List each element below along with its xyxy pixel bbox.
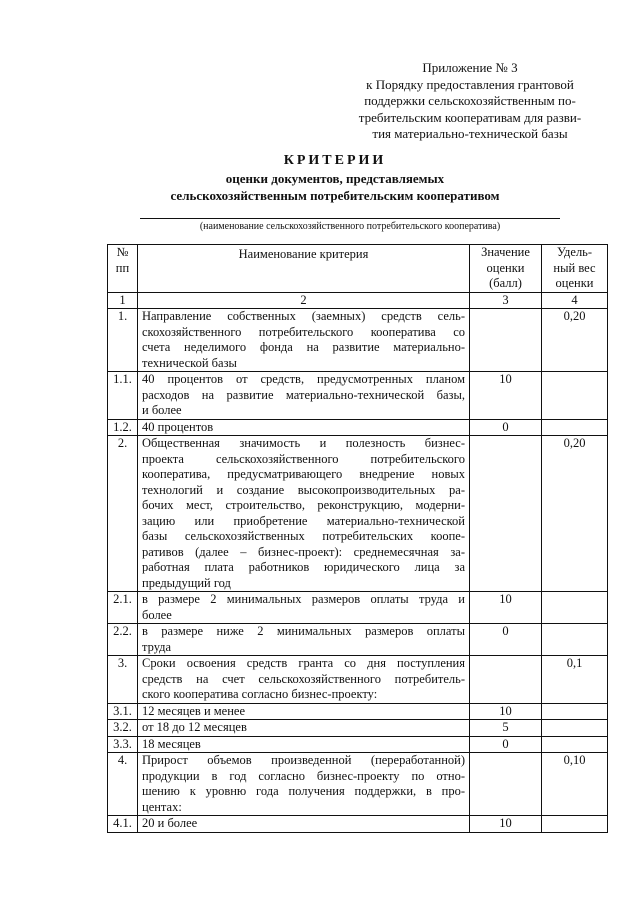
- table-row: [108, 703, 608, 720]
- criterion-name-line: от 18 до 12 месяцев: [142, 720, 247, 734]
- criterion-name-line: 18 месяцев: [142, 736, 201, 751]
- criterion-name-line: шению к уровню года получения поддержки, в про-: [142, 784, 465, 798]
- criterion-weight: [542, 816, 608, 833]
- criterion-weight: [542, 624, 608, 656]
- criterion-weight: [542, 736, 608, 753]
- criterion-name-line: и более: [142, 403, 182, 417]
- criteria-table: [107, 244, 608, 833]
- criterion-name-line: Сроки освоения средств гранта со дня поступления: [142, 656, 465, 670]
- criterion-name-line: базы сельскохозяйственных потребительских коопе-: [142, 529, 465, 543]
- criterion-name-line: в размере ниже 2 минимальных размеров оплаты: [142, 624, 465, 638]
- table-row: [108, 656, 608, 704]
- table-row: [108, 736, 608, 753]
- criterion-name: [138, 753, 470, 816]
- criterion-score: 10: [470, 816, 542, 833]
- criterion-number: 1.: [108, 309, 138, 372]
- table-row: [108, 753, 608, 816]
- table-row: [108, 592, 608, 624]
- table-row: [108, 309, 608, 372]
- criterion-name: [138, 592, 470, 624]
- criterion-number: 2.: [108, 436, 138, 592]
- criterion-name-line: проекта сельскохозяйственного потребительского: [142, 451, 465, 466]
- criterion-name-line: ского кооператива согласно бизнес-проекту:: [142, 687, 378, 701]
- appendix-line: поддержки сельскохозяйственным по-: [364, 93, 576, 108]
- criteria-rows: [108, 309, 608, 833]
- criterion-score: 10: [470, 703, 542, 720]
- table-row: [108, 816, 608, 833]
- header-weight: Удель- ный вес оценки: [542, 245, 608, 293]
- criterion-name-line: расходов на развитие материально-технической базы,: [142, 387, 465, 402]
- criterion-score: 0: [470, 419, 542, 436]
- criterion-name-line: бочих мест, строительство, реконструкцию, модерни-: [142, 498, 465, 512]
- cooperative-name-underline: [140, 218, 560, 219]
- criterion-score: [470, 309, 542, 372]
- criterion-score: 10: [470, 372, 542, 420]
- criterion-name-line: центах:: [142, 799, 182, 814]
- criterion-number: 3.3.: [108, 736, 138, 753]
- criterion-name: [138, 703, 470, 720]
- criterion-name: [138, 372, 470, 420]
- criterion-name-line: зацию или приобретение материально-технической: [142, 513, 465, 528]
- criterion-name-line: счета неделимого фонда на развитие материально-: [142, 340, 465, 354]
- appendix-header: [330, 60, 610, 143]
- criterion-score: [470, 436, 542, 592]
- header-criterion-name: Наименование критерия: [138, 245, 470, 293]
- appendix-line: тия материально-технической базы: [372, 126, 568, 141]
- cooperative-name-caption: (наименование сельскохозяйственного потребительского кооператива): [199, 221, 501, 232]
- criterion-name: [138, 419, 470, 436]
- header-number: № пп: [108, 245, 138, 293]
- criterion-score: [470, 753, 542, 816]
- table-row: [108, 624, 608, 656]
- criterion-name-line: кооператива, предусматривающего внедрение новых: [142, 467, 465, 481]
- table-row: [108, 419, 608, 436]
- criterion-name-line: технологий и создание высокопроизводительных ра-: [142, 482, 465, 497]
- criterion-name-line: работная плата работников юридического лица за: [142, 560, 465, 574]
- criterion-number: 3.1.: [108, 703, 138, 720]
- criterion-name: [138, 816, 470, 833]
- criterion-weight: 0,20: [542, 309, 608, 372]
- criterion-name-line: ративов (далее – бизнес-проект): среднемесячная за-: [142, 544, 465, 559]
- criterion-name-line: 12 месяцев и менее: [142, 703, 246, 718]
- criterion-weight: [542, 372, 608, 420]
- appendix-line: к Порядку предоставления грантовой: [366, 76, 574, 92]
- criterion-number: 3.: [108, 656, 138, 704]
- criterion-name: [138, 720, 470, 737]
- criterion-name-line: продукции в год согласно бизнес-проекту по отно-: [142, 768, 465, 783]
- document-title: [0, 152, 640, 204]
- column-index: 4: [542, 292, 608, 309]
- criterion-name-line: скохозяйственного потребительского кооператива со: [142, 324, 465, 339]
- title-subtitle-line: оценки документов, представляемых: [225, 171, 445, 186]
- table-row: [108, 720, 608, 737]
- appendix-line: требительским кооперативам для разви-: [358, 109, 582, 125]
- criterion-number: 2.1.: [108, 592, 138, 624]
- criterion-score: [470, 656, 542, 704]
- criterion-name: [138, 736, 470, 753]
- criterion-number: 2.2.: [108, 624, 138, 656]
- criterion-name-line: средств на счет сельскохозяйственного потребитель-: [142, 671, 465, 686]
- criterion-name-line: предыдущий год: [142, 575, 231, 590]
- table-row: [108, 436, 608, 592]
- criterion-number: 3.2.: [108, 720, 138, 737]
- criterion-number: 1.1.: [108, 372, 138, 420]
- criterion-name-line: Общественная значимость и полезность бизнес-: [142, 436, 465, 450]
- criterion-name-line: труда: [142, 639, 172, 654]
- criterion-name: [138, 624, 470, 656]
- criterion-name: [138, 656, 470, 704]
- criterion-weight: [542, 720, 608, 737]
- header-score: Значение оценки (балл): [470, 245, 542, 293]
- criterion-number: 1.2.: [108, 419, 138, 436]
- table-row: [108, 372, 608, 420]
- criterion-weight: 0,20: [542, 436, 608, 592]
- criterion-weight: [542, 703, 608, 720]
- title-main: КРИТЕРИИ: [283, 153, 387, 168]
- criterion-number: 4.: [108, 753, 138, 816]
- criterion-name-line: в размере 2 минимальных размеров оплаты труда и: [142, 592, 465, 606]
- criterion-weight: [542, 419, 608, 436]
- appendix-line: Приложение № 3: [422, 60, 518, 75]
- criterion-name-line: Направление собственных (заемных) средств сель-: [142, 309, 465, 323]
- criterion-name-line: 40 процентов от средств, предусмотренных планом: [142, 372, 465, 386]
- criterion-weight: [542, 592, 608, 624]
- criterion-name: [138, 436, 470, 592]
- criterion-score: 10: [470, 592, 542, 624]
- criterion-weight: 0,10: [542, 753, 608, 816]
- criterion-score: 0: [470, 624, 542, 656]
- criterion-name-line: 20 и более: [142, 816, 198, 830]
- criterion-score: 0: [470, 736, 542, 753]
- criterion-weight: 0,1: [542, 656, 608, 704]
- column-index: 1: [108, 292, 138, 309]
- title-subtitle-line: сельскохозяйственным потребительским кооперативом: [170, 188, 500, 203]
- criterion-name-line: 40 процентов: [142, 419, 214, 434]
- column-index: 2: [138, 292, 470, 309]
- criterion-score: 5: [470, 720, 542, 737]
- criterion-name-line: Прирост объемов произведенной (переработанной): [142, 753, 465, 767]
- column-index: 3: [470, 292, 542, 309]
- criterion-name: [138, 309, 470, 372]
- criterion-number: 4.1.: [108, 816, 138, 833]
- column-index-row: [108, 292, 608, 309]
- criterion-name-line: более: [142, 607, 172, 622]
- table-header-row: [108, 245, 608, 293]
- criterion-name-line: технической базы: [142, 355, 237, 370]
